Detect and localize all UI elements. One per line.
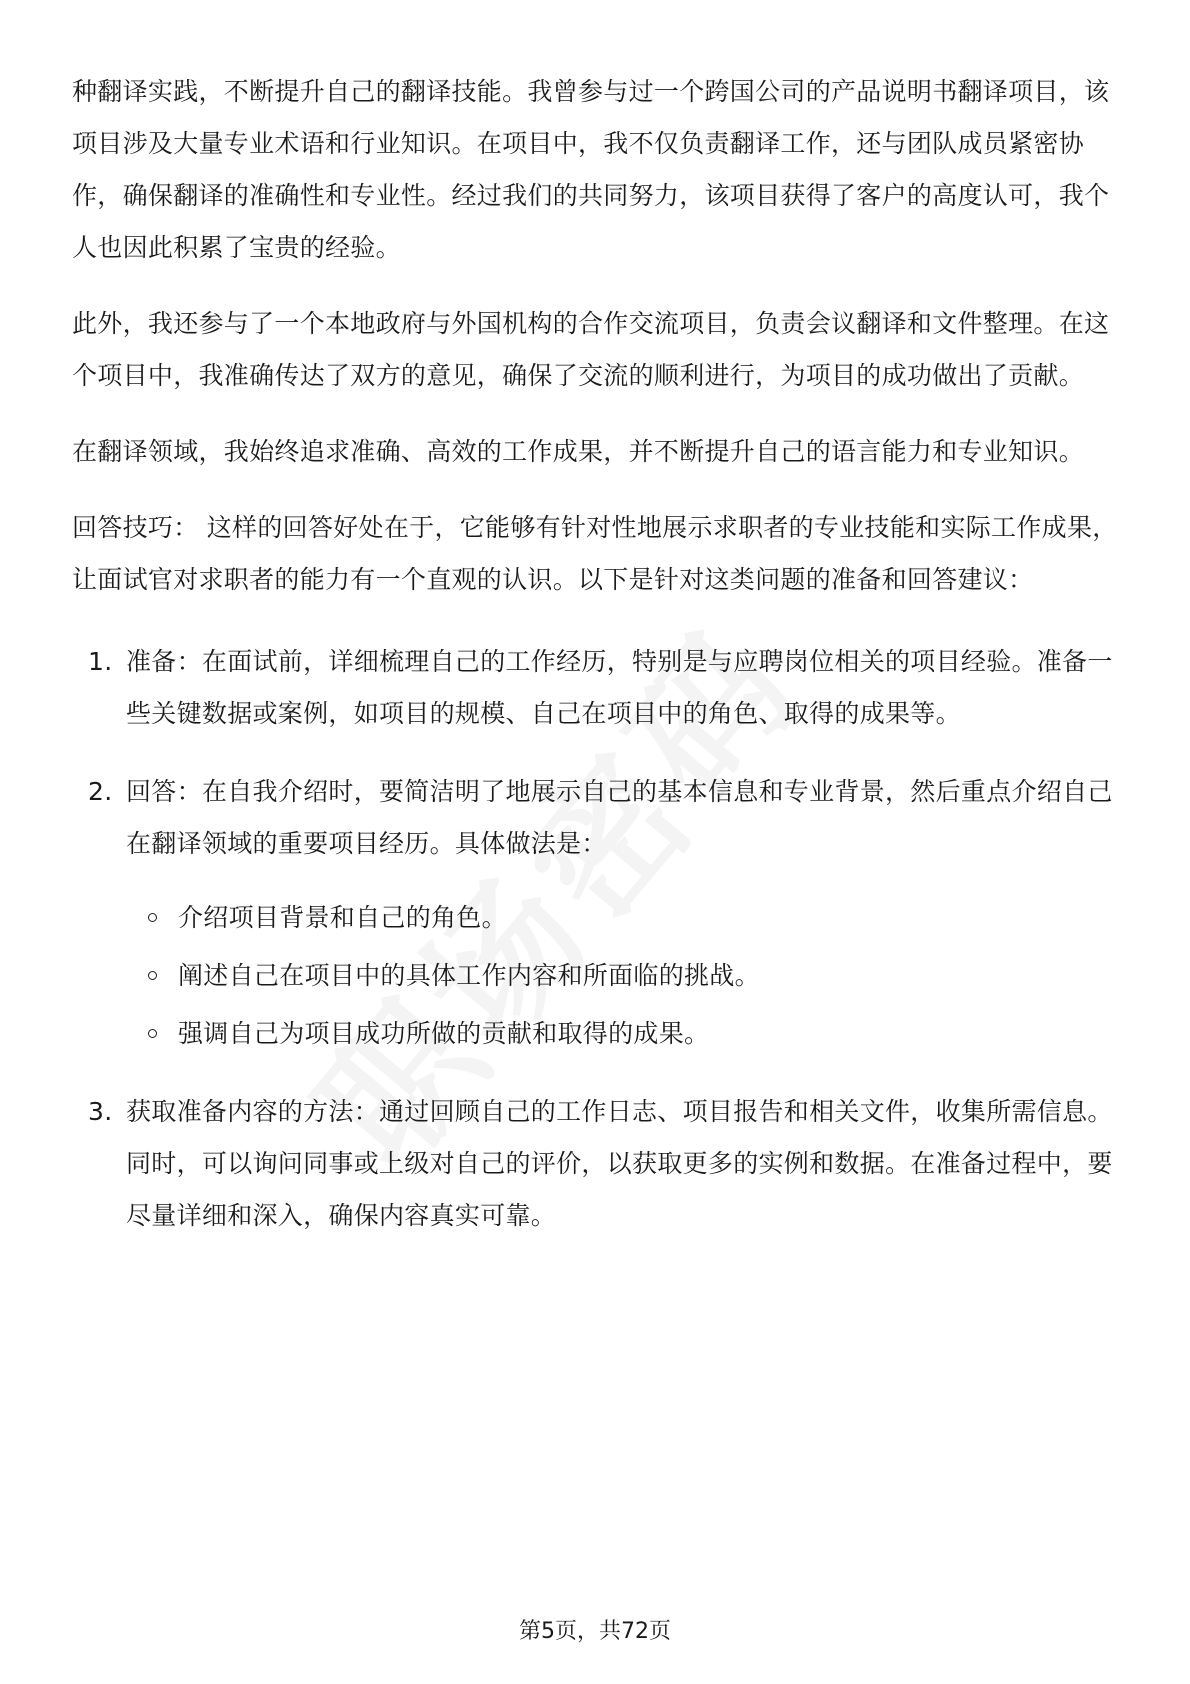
list-item	[72, 1086, 1122, 1242]
circle-bullet-icon	[148, 971, 157, 980]
bullet-item	[126, 1008, 1122, 1060]
paragraph: 此外，我还参与了一个本地政府与外国机构的合作交流项目，负责会议翻译和文件整理。在这个项目中，我准确传达了双方的意见，确保了交流的顺利进行，为项目的成功做出了贡献。	[72, 309, 1110, 390]
bullet-list	[126, 892, 1122, 1060]
bullet-item	[126, 892, 1122, 944]
bullet-item-text: 介绍项目背景和自己的角色。	[178, 903, 507, 932]
list-item-text: 获取准备内容的方法：通过回顾自己的工作日志、项目报告和相关文件，收集所需信息。同时，可以询问同事或上级对自己的评价，以获取更多的实例和数据。在准备过程中，要尽量详细和深入，确保内容真实可靠。	[126, 1097, 1113, 1230]
bullet-item-text: 阐述自己在项目中的具体工作内容和所面临的挑战。	[178, 961, 760, 990]
paragraph-answer-tips: 回答技巧： 这样的回答好处在于，它能够有针对性地展示求职者的专业技能和实际工作成果，让面试官对求职者的能力有一个直观的认识。以下是针对这类问题的准备和回答建议：	[72, 513, 1118, 594]
circle-bullet-icon	[148, 913, 157, 922]
list-item-text: 准备：在面试前，详细梳理自己的工作经历，特别是与应聘岗位相关的项目经验。准备一些关键数据或案例，如项目的规模、自己在项目中的角色、取得的成果等。	[126, 647, 1113, 728]
list-number: 2.	[88, 777, 113, 806]
bullet-item	[126, 950, 1122, 1002]
circle-bullet-icon	[148, 1029, 157, 1038]
paragraph: 种翻译实践，不断提升自己的翻译技能。我曾参与过一个跨国公司的产品说明书翻译项目，该项目涉及大量专业术语和行业知识。在项目中，我不仅负责翻译工作，还与团队成员紧密协作，确保翻译的准确性和专业性。经过我们的共同努力，该项目获得了客户的高度认可，我个人也因此积累了宝贵的经验。	[72, 77, 1110, 262]
bullet-item-text: 强调自己为项目成功所做的贡献和取得的成果。	[178, 1019, 710, 1048]
list-item-text: 回答：在自我介绍时，要简洁明了地展示自己的基本信息和专业背景，然后重点介绍自己在翻译领域的重要项目经历。具体做法是：	[126, 777, 1113, 858]
document-body	[72, 66, 1122, 1268]
list-number: 3.	[88, 1097, 113, 1126]
numbered-list	[72, 636, 1122, 1242]
list-item	[72, 766, 1122, 1060]
paragraph: 在翻译领域，我始终追求准确、高效的工作成果，并不断提升自己的语言能力和专业知识。	[72, 437, 1085, 466]
page-footer: 第5页，共72页	[519, 1619, 671, 1644]
list-number: 1.	[88, 647, 113, 676]
list-item	[72, 636, 1122, 740]
